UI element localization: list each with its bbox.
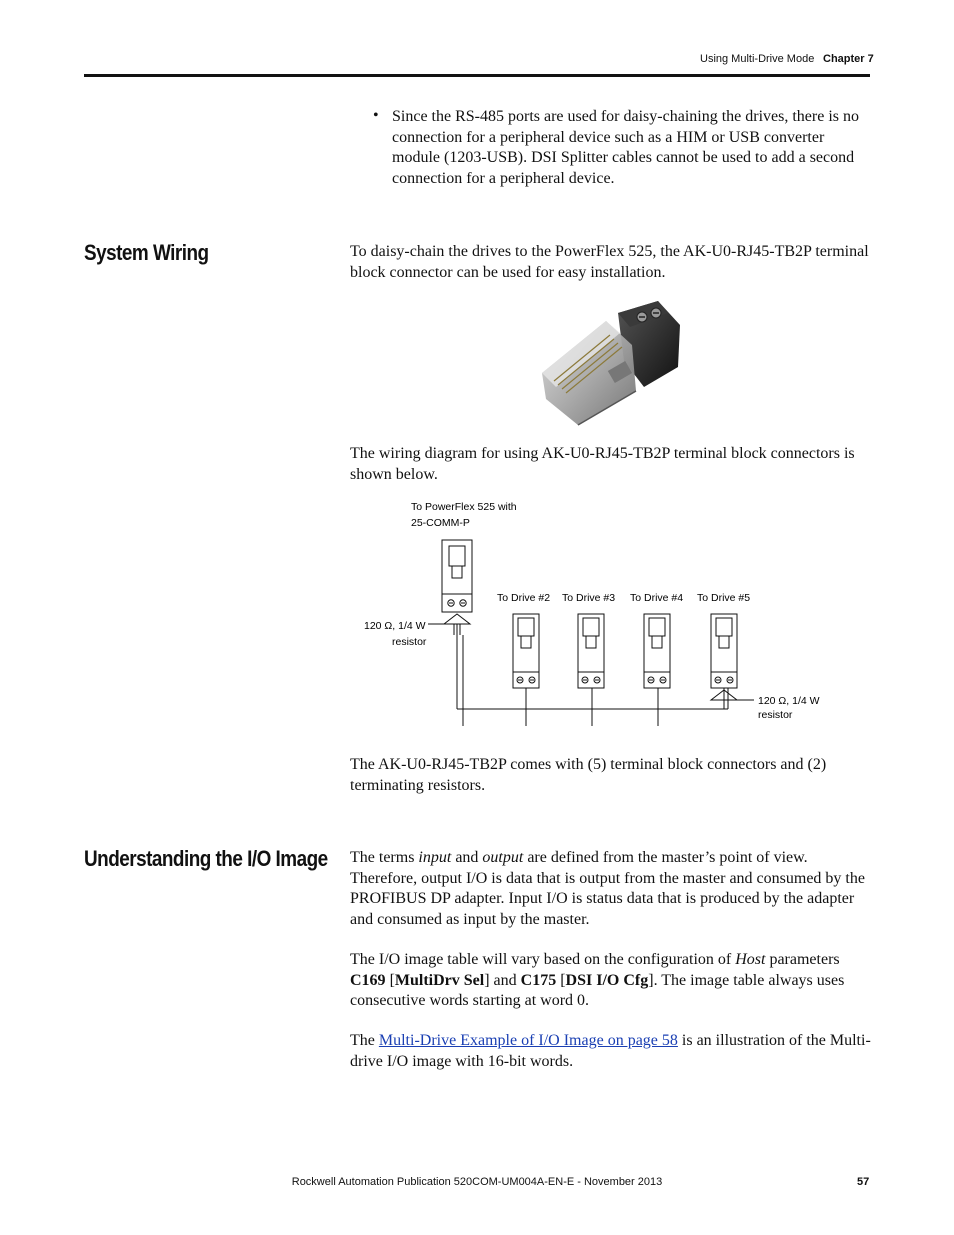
- label-resistor-left-line1: 120 Ω, 1/4 W: [364, 620, 426, 632]
- header-rule: [84, 74, 870, 77]
- resistor-left: [444, 614, 470, 624]
- label-resistor-right-line2: resistor: [758, 709, 793, 721]
- label-drive-4: To Drive #4: [630, 592, 684, 604]
- system-wiring-paragraph-3: The AK-U0-RJ45-TB2P comes with (5) terminal block connectors and (2) terminating resistors.: [350, 756, 827, 794]
- heading-io-image: Understanding the I/O Image: [84, 846, 328, 871]
- connector-drive-4: [644, 614, 670, 688]
- connector-drive-2: [513, 614, 539, 688]
- param-c169: C169: [350, 971, 386, 989]
- heading-system-wiring: System Wiring: [84, 240, 209, 265]
- label-resistor-left-line2: resistor: [392, 636, 427, 648]
- bus-wiring: [457, 635, 728, 726]
- system-wiring-paragraph-2: The wiring diagram for using AK-U0-RJ45-TB2P terminal block connectors is shown below.: [350, 445, 855, 483]
- io-image-paragraph-3: The Multi-Drive Example of I/O Image on page 58 is an illustration of the Multi-drive I/O image with 16-bit words.: [350, 1032, 871, 1070]
- bullet-paragraph: Since the RS-485 ports are used for daisy-chaining the drives, there is no connection for a peripheral device such as a HIM or USB converter module (1203-USB). DSI Splitter cables cannot be used to add a second connection for a peripheral device.: [392, 108, 859, 187]
- term-input: input: [418, 849, 452, 866]
- wiring-diagram: [358, 496, 828, 726]
- system-wiring-paragraph-1: To daisy-chain the drives to the PowerFlex 525, the AK-U0-RJ45-TB2P terminal block connector can be used for easy installation.: [350, 243, 869, 281]
- label-drive-2: To Drive #2: [497, 592, 551, 604]
- io-image-paragraph-1: The terms input and output are defined from the master’s point of view. Therefore, output I/O is data that is output from the master and consumed by the PROFIBUS DP adapter. Input I/O is status data that is produced by the adapter and consumed as input by the master.: [350, 849, 865, 928]
- terminal-block-connector-photo: [540, 295, 685, 430]
- running-header-chapter: Chapter 7: [823, 53, 874, 65]
- param-multidrv-sel: MultiDrv Sel: [394, 971, 485, 989]
- label-drive-5: To Drive #5: [697, 592, 751, 604]
- term-output: output: [482, 849, 524, 866]
- label-resistor-right-line1: 120 Ω, 1/4 W: [758, 695, 820, 707]
- label-drive-3: To Drive #3: [562, 592, 616, 604]
- param-dsi-io-cfg: DSI I/O Cfg: [565, 971, 649, 989]
- connector-drive-5: [711, 614, 737, 688]
- label-powerflex-line2: 25-COMM-P: [411, 517, 470, 529]
- term-host: Host: [735, 951, 766, 968]
- param-c175: C175: [520, 971, 557, 989]
- connector-drive-3: [578, 614, 604, 688]
- footer-page-number: 57: [857, 1176, 870, 1188]
- io-image-paragraph-2: The I/O image table will vary based on the configuration of Host parameters C169 [MultiDrv Sel] and C175 [DSI I/O Cfg]. The image table always uses consecutive words starting at word 0.: [350, 951, 845, 1009]
- label-powerflex-line1: To PowerFlex 525 with: [411, 501, 517, 513]
- link-multi-drive-example[interactable]: Multi-Drive Example of I/O Image on page 58: [378, 1032, 678, 1049]
- running-header-section: Using Multi-Drive Mode: [700, 53, 815, 65]
- footer-publication: Rockwell Automation Publication 520COM-UM004A-EN-E - November 2013: [291, 1176, 663, 1188]
- bullet-marker: •: [373, 107, 379, 124]
- connector-powerflex: [442, 540, 472, 612]
